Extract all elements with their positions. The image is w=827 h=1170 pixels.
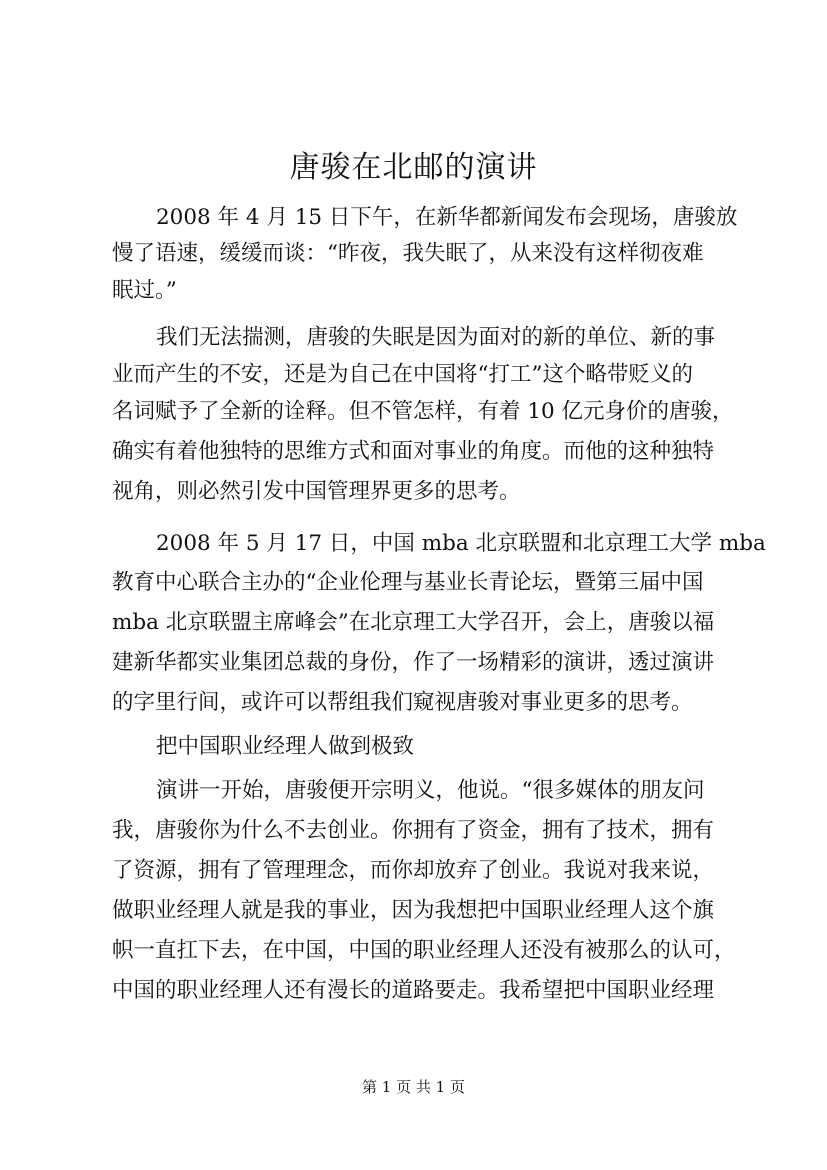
text-line: 中国的职业经理人还有漫长的道路要走。我希望把中国职业经理: [112, 978, 715, 1003]
text-line: 2008 年 5 月 17 日，中国 mba 北京联盟和北京理工大学 mba: [156, 531, 766, 556]
text-line: 确实有着他独特的思维方式和面对事业的角度。而他的这种独特: [112, 439, 715, 464]
text-line: 帜一直扛下去，在中国，中国的职业经理人还没有被那么的认可，: [112, 938, 736, 963]
text-line: 慢了语速，缓缓而谈：“昨夜，我失眠了，从来没有这样彻夜难: [112, 241, 704, 266]
text-line: 2008 年 4 月 15 日下午，在新华都新闻发布会现场，唐骏放: [156, 205, 738, 230]
text-line: 演讲一开始，唐骏便开宗明义，他说。“很多媒体的朋友问: [156, 778, 705, 803]
text-line: 名词赋予了全新的诠释。但不管怎样，有着 10 亿元身价的唐骏，: [112, 399, 734, 424]
text-line: 做职业经理人就是我的事业，因为我想把中国职业经理人这个旗: [112, 898, 715, 923]
section-heading: 把中国职业经理人做到极致: [156, 734, 415, 759]
text-line: mba 北京联盟主席峰会”在北京理工大学召开，会上，唐骏以福: [112, 610, 715, 635]
text-line: 我，唐骏你为什么不去创业。你拥有了资金，拥有了技术，拥有: [112, 818, 715, 843]
page-footer: 第 1 页 共 1 页: [362, 1078, 465, 1096]
text-line: 了资源，拥有了管理理念，而你却放弃了创业。我说对我来说，: [112, 858, 715, 883]
text-line: 我们无法揣测，唐骏的失眠是因为面对的新的单位、新的事: [156, 325, 716, 350]
document-title: 唐骏在北邮的演讲: [289, 150, 538, 185]
text-line: 视角，则必然引发中国管理界更多的思考。: [112, 479, 521, 504]
text-line: 业而产生的不安，还是为自己在中国将“打工”这个略带贬义的: [112, 362, 693, 387]
text-line: 眠过。”: [112, 278, 177, 303]
text-line: 建新华都实业集团总裁的身份，作了一场精彩的演讲，透过演讲: [112, 650, 715, 675]
text-line: 的字里行间，或许可以帮组我们窥视唐骏对事业更多的思考。: [112, 690, 693, 715]
text-line: 教育中心联合主办的“企业伦理与基业长青论坛，暨第三届中国: [112, 570, 704, 595]
